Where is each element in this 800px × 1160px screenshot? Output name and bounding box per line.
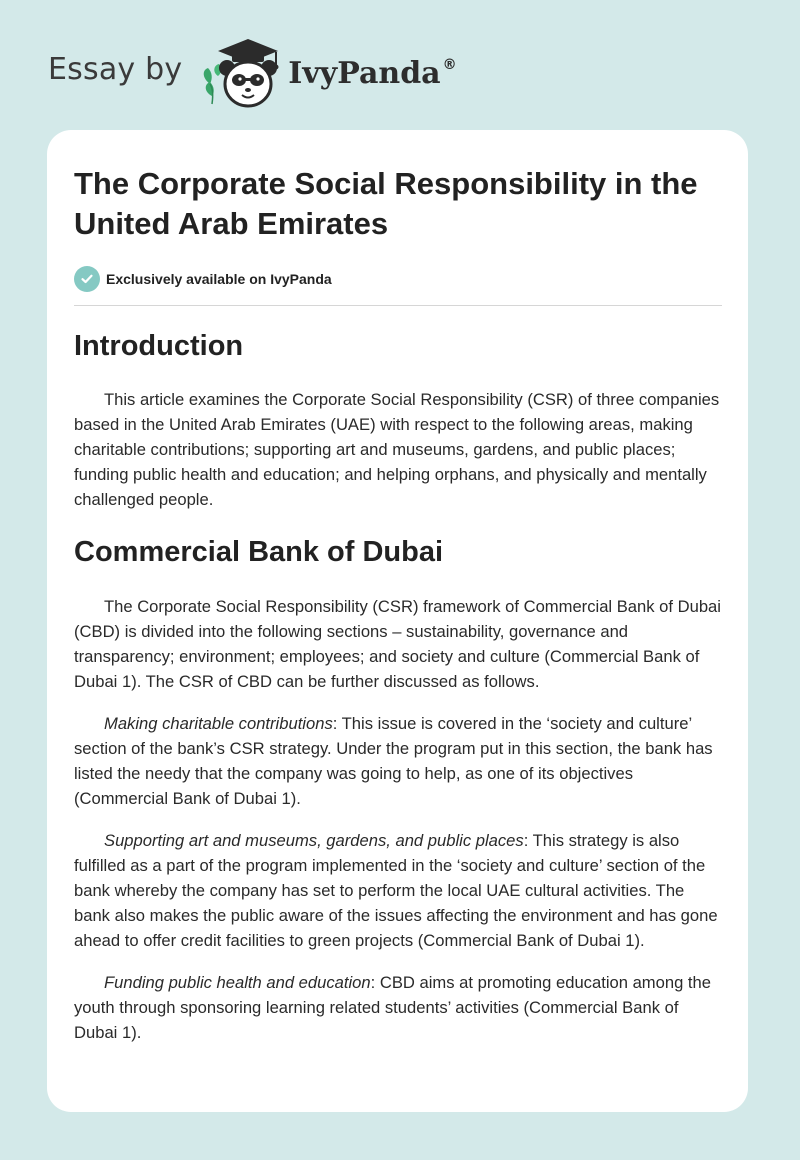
paragraph-lead: Funding public health and education <box>104 973 371 992</box>
paragraph: The Corporate Social Responsibility (CSR) framework of Commercial Bank of Dubai (CBD) is divided into the following sections – sustainability, governance and transparency; environment; employees; and society and culture (Commercial Bank of Dubai 1). The CSR of CBD can be further discussed as follows. <box>74 597 721 691</box>
exclusive-badge-label: Exclusively available on IvyPanda <box>106 271 332 287</box>
check-circle-icon <box>74 266 100 292</box>
paragraph <box>74 970 722 1045</box>
paragraph <box>74 828 722 953</box>
paragraph-body: : This strategy is also fulfilled as a part of the program implemented in the ‘society and culture’ section of the bank whereby the company has set to perform the local UAE cultural activities. The bank also makes the public aware of the issues affecting the environment and has gone ahead to offer credit facilities to green projects (Commercial Bank of Dubai 1). <box>74 831 718 950</box>
section-introduction <box>74 328 722 512</box>
panda-graduation-cap-icon <box>196 34 286 110</box>
ivypanda-wordmark <box>288 56 456 91</box>
paragraph-body: : This issue is covered in the ‘society and culture’ section of the bank’s CSR strategy. Under the program put in this section, the bank has listed the needy that the company was going to help, as one of its objectives (Commercial Bank of Dubai 1). <box>74 714 713 808</box>
registered-mark: ® <box>442 56 457 73</box>
essay-by-label: Essay by <box>48 51 183 87</box>
paragraph <box>74 711 722 811</box>
site-header <box>48 34 457 110</box>
exclusive-badge <box>74 266 722 292</box>
section-heading: Introduction <box>74 330 244 362</box>
brand-name: IvyPanda <box>288 55 441 91</box>
paragraph-body: : CBD aims at promoting education among the youth through sponsoring learning related students’ activities (Commercial Bank of Dubai 1). <box>74 973 711 1042</box>
essay-card <box>47 130 748 1112</box>
divider <box>74 305 722 306</box>
section-heading: Commercial Bank of Dubai <box>74 536 444 568</box>
article-title: The Corporate Social Responsibility in the United Arab Emirates <box>74 166 698 241</box>
paragraph: This article examines the Corporate Social Responsibility (CSR) of three companies based in the United Arab Emirates (UAE) with respect to the following areas, making charitable contributions; supporting art and museums, gardens, and public places; funding public health and education; and helping orphans, and physically and mentally challenged people. <box>74 390 720 509</box>
paragraph-lead: Making charitable contributions <box>104 714 333 733</box>
paragraph-lead: Supporting art and museums, gardens, and public places <box>104 831 524 850</box>
section-commercial-bank-of-dubai <box>74 534 722 1045</box>
ivypanda-logo-link[interactable] <box>196 34 456 110</box>
ivy-leaf-icon <box>204 64 221 104</box>
